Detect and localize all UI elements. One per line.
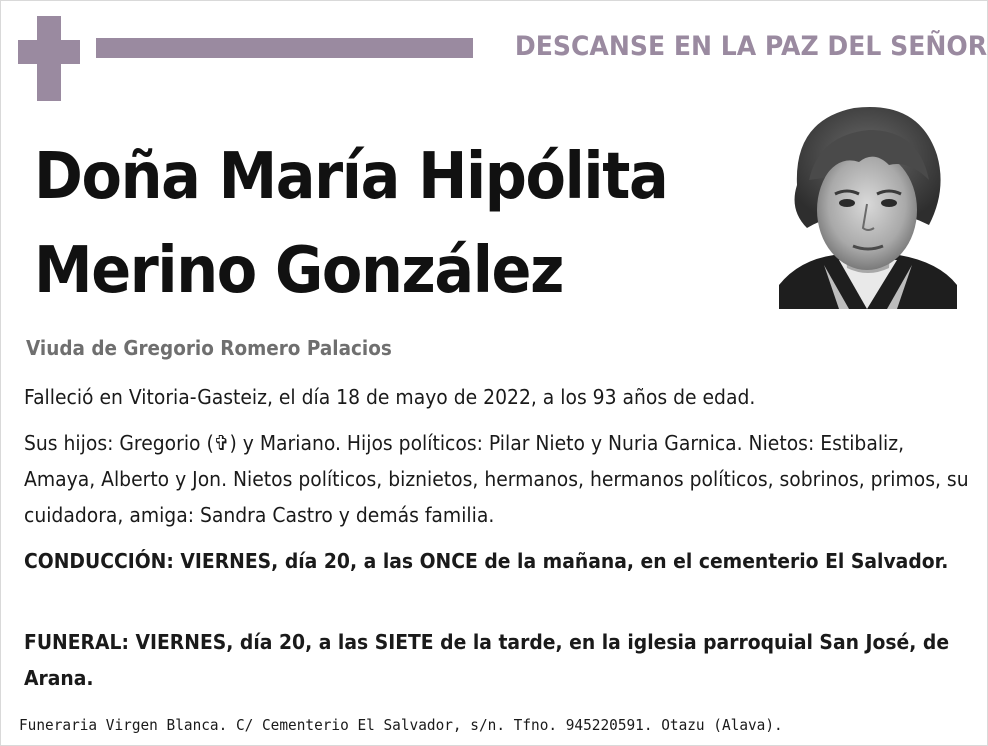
header-band [96,38,473,58]
cross-icon [18,16,80,101]
widow-of: Viuda de Gregorio Romero Palacios [26,336,392,360]
name-line-1: Doña María Hipólita [34,140,668,214]
conduccion-info: CONDUCCIÓN: VIERNES, día 20, a las ONCE de la mañana, en el cementerio El Salvador. [24,549,949,573]
funeral-info: FUNERAL: VIERNES, día 20, a las SIETE de la tarde, en la iglesia parroquial San José, de Arana. [24,630,950,690]
funeral-home-footer: Funeraria Virgen Blanca. C/ Cementerio El Salvador, s/n. Tfno. 945220591. Otazu (Alava). [19,716,783,734]
death-notice: Falleció en Vitoria-Gasteiz, el día 18 de mayo de 2022, a los 93 años de edad. [24,385,756,409]
header-motto: DESCANSE EN LA PAZ DEL SEÑOR [514,31,988,62]
name-line-2: Merino González [34,234,563,308]
family-list: Sus hijos: Gregorio (✞) y Mariano. Hijos políticos: Pilar Nieto y Nuria Garnica. Nietos: Estibaliz, Amaya, Alberto y Jon. Nietos políticos, biznietos, hermanos, hermanos políticos, sobrinos, primos, su cuidadora, amiga: Sandra Castro y demás familia. [24,431,969,527]
portrait-photo [779,100,957,309]
deceased-name [34,130,774,318]
